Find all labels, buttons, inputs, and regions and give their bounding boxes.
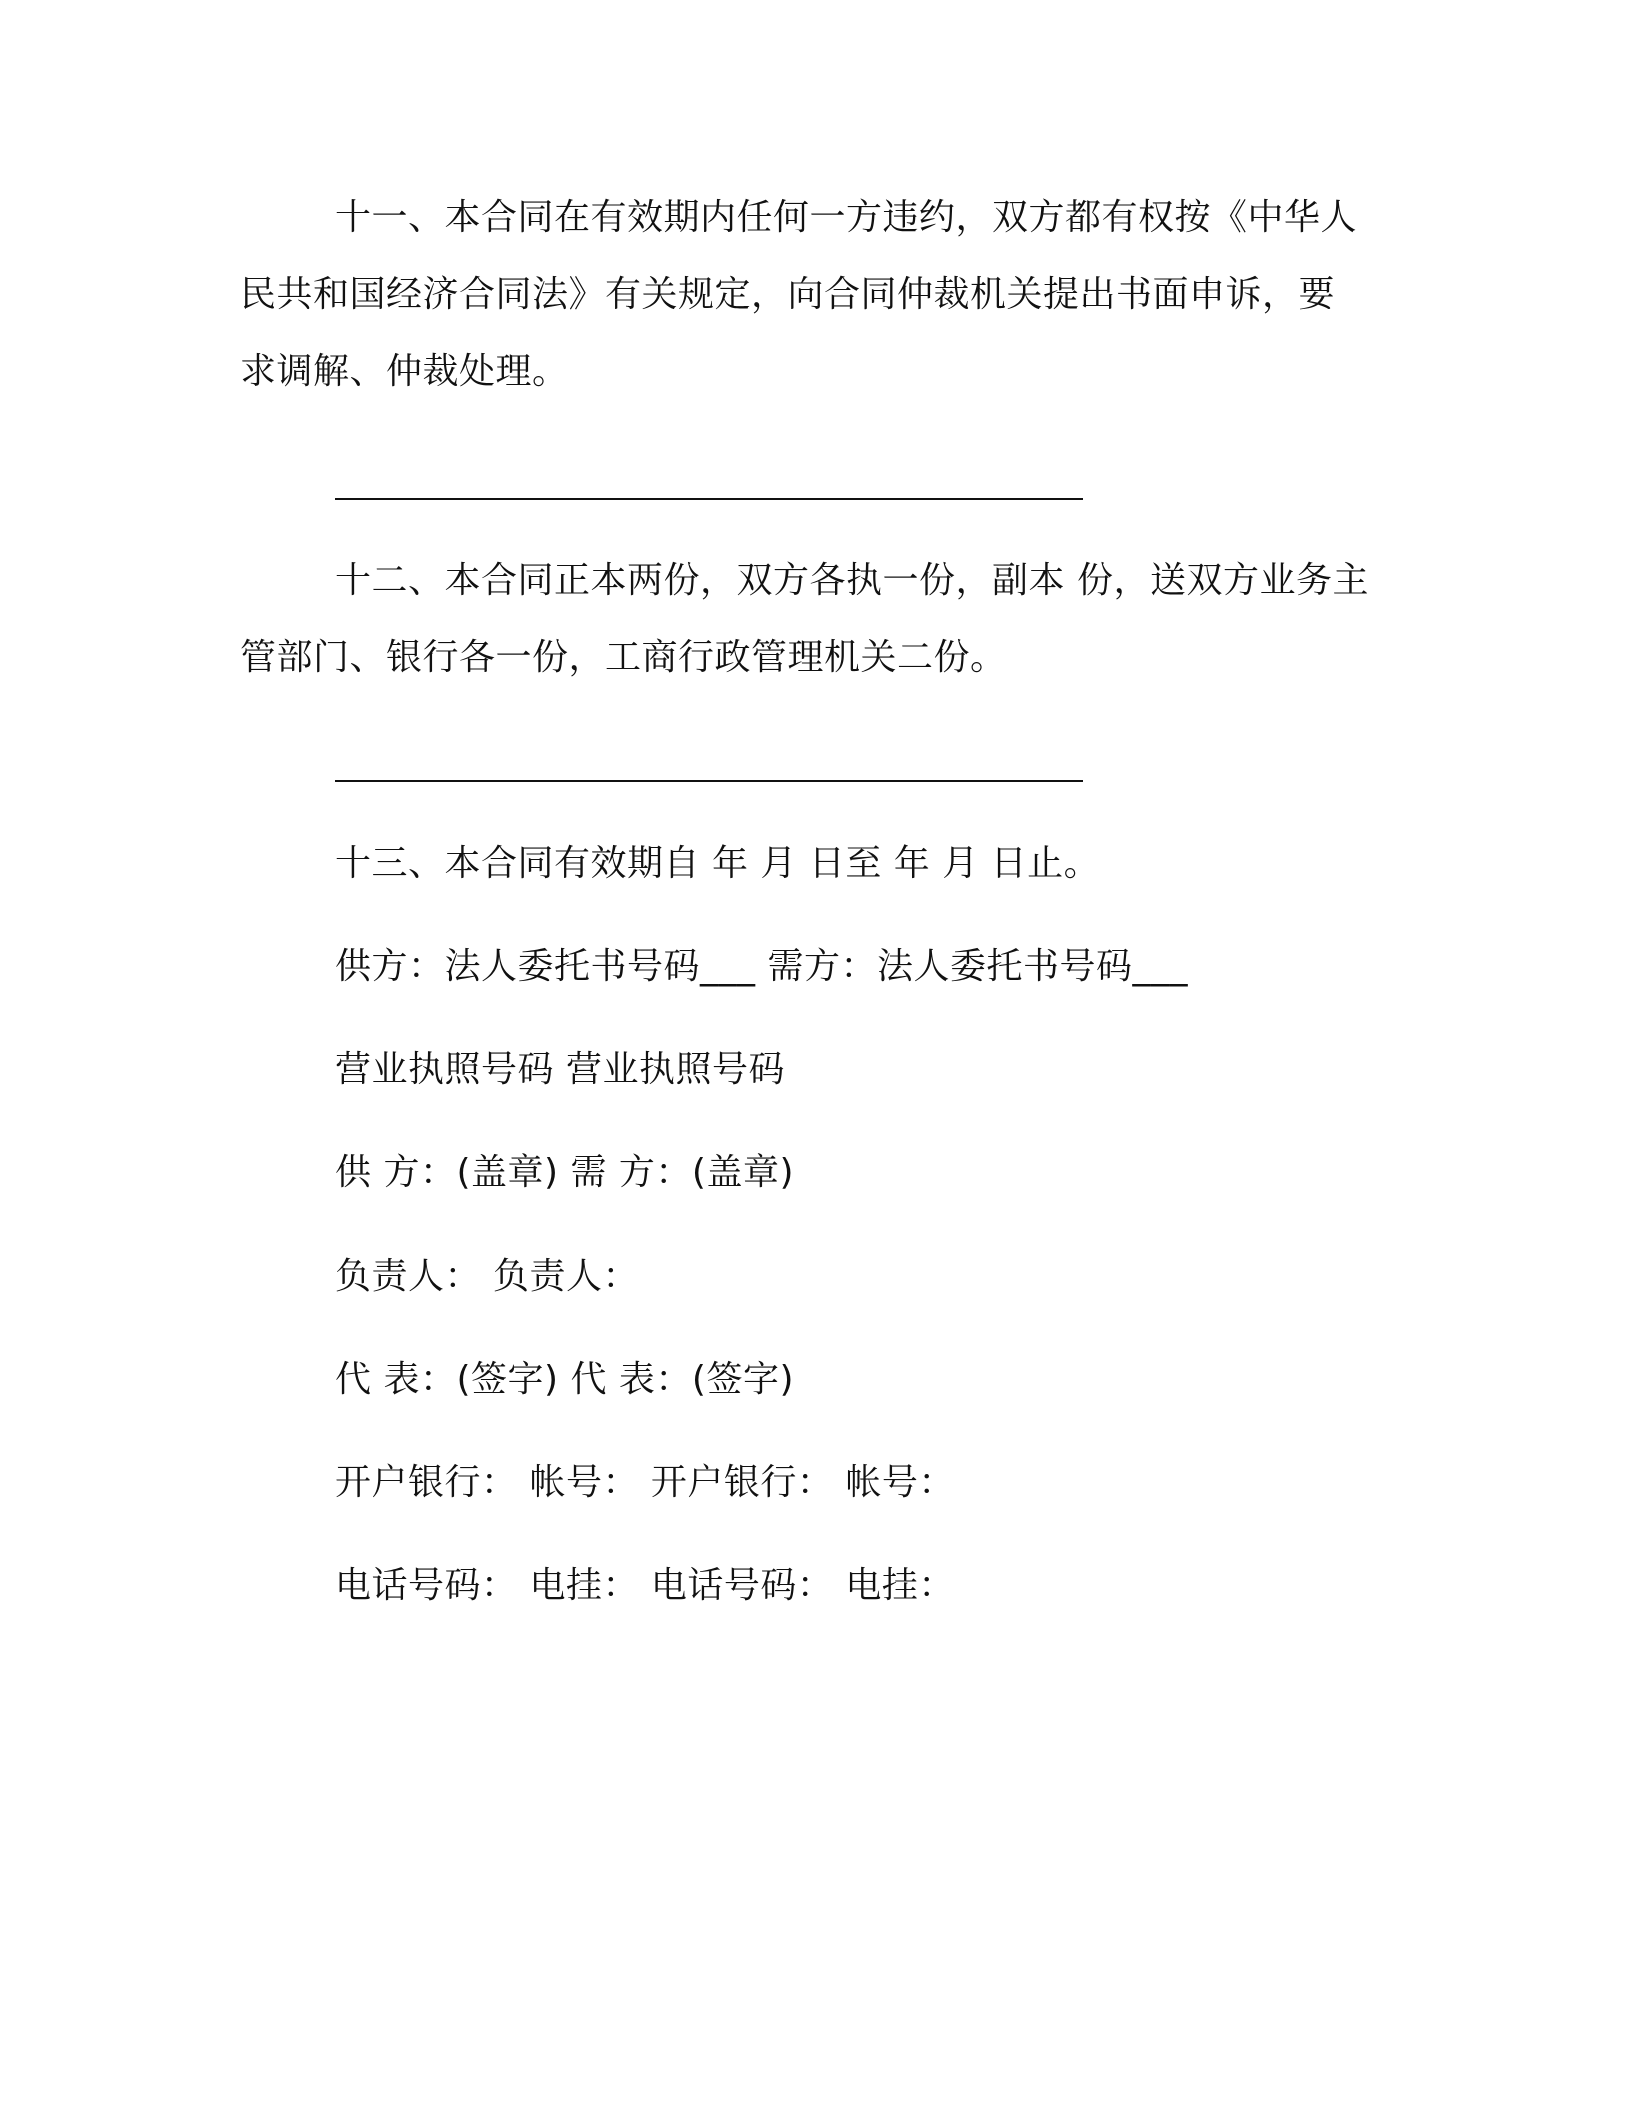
clause-11-line-2: 民共和国经济合同法》有关规定，向合同仲裁机关提出书面申诉，要 (240, 274, 1336, 315)
seal-line: 供 方：(盖章) 需 方：(盖章) (335, 1152, 795, 1193)
power-of-attorney-line: 供方：法人委托书号码___ 需方：法人委托书号码___ (335, 946, 1188, 987)
responsible-person-line: 负责人： 负责人： (335, 1256, 639, 1297)
phone-line: 电话号码： 电挂： 电话号码： 电挂： (335, 1565, 955, 1606)
clause-11-line-3: 求调解、仲裁处理。 (240, 351, 569, 392)
bank-account-line: 开户银行： 帐号： 开户银行： 帐号： (335, 1462, 955, 1503)
clause-11-line-1: 十一、本合同在有效期内任何一方违约，双方都有权按《中华人 (335, 197, 1358, 238)
blank-underline-2 (335, 780, 1083, 782)
clause-13: 十三、本合同有效期自 年 月 日至 年 月 日止。 (335, 843, 1101, 884)
representative-line: 代 表：(签字) 代 表：(签字) (335, 1359, 795, 1400)
clause-12-line-2: 管部门、银行各一份，工商行政管理机关二份。 (240, 637, 1007, 678)
business-license-line: 营业执照号码 营业执照号码 (335, 1049, 785, 1090)
blank-underline-1 (335, 498, 1083, 500)
clause-12-line-1: 十二、本合同正本两份，双方各执一份，副本 份，送双方业务主 (335, 560, 1369, 601)
